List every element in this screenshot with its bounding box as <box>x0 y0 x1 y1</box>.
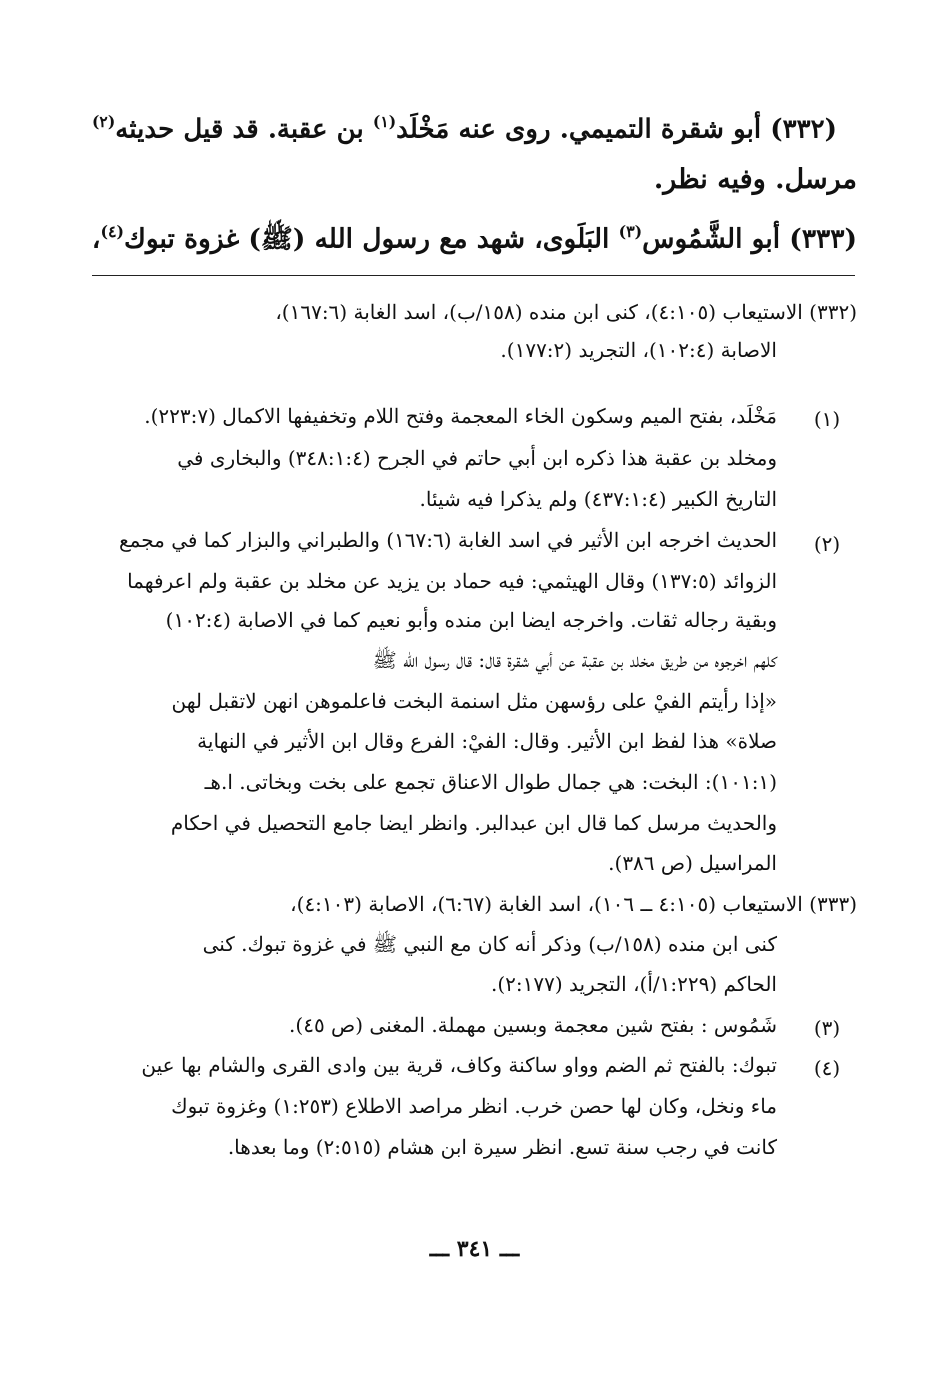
footnote-2-line-2: الزوائد (١٣٧:٥) وقال الهيثمي: فيه حماد بن يزيد عن مخلد بن عقبة ولم اعرفهما <box>127 569 777 593</box>
footnote-ref-4: (٤) <box>100 222 125 241</box>
footnote-2-line-3: وبقية رجاله ثقات. واخرجه ايضا ابن منده وأبو نعيم كما في الاصابة (١٠٢:٤) <box>165 608 777 632</box>
page-number: ـــ ٣٤١ ـــ <box>429 1236 520 1262</box>
footnote-2-line-8: والحديث مرسل كما قال ابن عبدالبر. وانظر ايضا جامع التحصيل في احكام <box>170 811 777 835</box>
entry-333-line-1: (٣٣٣) أبو الشَّمُوس$^{(٣)}$ البَلَوى، شهد مع رسول الله (ﷺ) غزوة تبوك$^{(٤)}$، <box>91 222 857 255</box>
footnote-2-line-9: المراسيل (ص ٣٨٦). <box>608 851 777 875</box>
footnote-2-line-6: صلاة» هذا لفظ ابن الأثير. وقال: الفيْ: الفرع وقال ابن الأثير في النهاية <box>197 729 777 753</box>
entry-332-line-1: (٣٣٢) أبو شقرة التميمي. روى عنه مَخْلَد$^{(١)}$ بن عقبة. قد قيل حديثه$^{(٢)}$ <box>91 112 837 145</box>
footnote-1-line-1: مَخْلَد، بفتح الميم وسكون الخاء المعجمة وفتح اللام وتخفيفها الاكمال (٢٢٣:٧). <box>144 404 777 428</box>
footnote-3-line-1: شَمُوس : بفتح شين معجمة وبسين مهملة. المغنى (ص ٤٥). <box>289 1013 777 1037</box>
footnote-1-line-2: ومخلد بن عقبة هذا ذكره ابن أبي حاتم في الجرح (٣٤٨:١:٤) والبخارى في <box>177 446 777 470</box>
footnote-number-4: (٤) <box>813 1056 841 1080</box>
footnote-number-3: (٣) <box>813 1016 841 1040</box>
footnote-number-2: (٢) <box>813 532 841 556</box>
footnote-divider <box>92 275 855 276</box>
ref-332-line-1: (٣٣٢) الاستيعاب (٤:١٠٥)، كنى ابن منده (١٥٨/ب)، اسد الغابة (١٦٧:٦)، <box>275 300 857 324</box>
footnote-number-1: (١) <box>813 407 841 431</box>
footnote-2-line-5: «إذا رأيتم الفيْ على رؤسهن مثل اسنمة البخت فاعلموهن انهن لاتقبل لهن <box>171 689 777 713</box>
ref-333-line-1: (٣٣٣) الاستيعاب (٤:١٠٥ ــ ١٠٦)، اسد الغابة (٦:٦٧)، الاصابة (٤:١٠٣)، <box>290 892 857 916</box>
footnote-4-line-2: ماء ونخل، وكان لها حصن خرب. انظر مراصد الاطلاع (١:٢٥٣) وغزوة تبوك <box>171 1094 777 1118</box>
ref-332-line-2: الاصابة (١٠٢:٤)، التجريد (١٧٧:٢). <box>500 338 777 362</box>
footnote-4-line-1: تبوك: بالفتح ثم الضم وواو ساكنة وكاف، قرية بين وادى القرى والشام بها عين <box>141 1053 777 1077</box>
entry-332-line-2: مرسل. وفيه نظر. <box>653 164 857 195</box>
footnote-2-line-1: الحديث اخرجه ابن الأثير في اسد الغابة (١٦٧:٦) والطبراني والبزار كما في مجمع <box>119 528 777 552</box>
footnote-ref-3: (٣) <box>618 222 643 241</box>
footnote-ref-1: (١) <box>372 112 397 131</box>
footnote-1-line-3: التاريخ الكبير (٤٣٧:١:٤) ولم يذكرا فيه شيئا. <box>419 487 777 511</box>
footnote-ref-2: (٢) <box>91 112 116 131</box>
footnote-2-line-4: كلهم اخرجوه من طريق مخلد بن عقبة عن أبي شقرة قال: قال رسول الله ﷺ <box>372 648 777 672</box>
ref-333-line-2: كنى ابن منده (١٥٨/ب) وذكر أنه كان مع النبي ﷺ في غزوة تبوك. كنى <box>202 932 777 956</box>
ref-333-line-3: الحاكم (١:٢٢٩/أ)، التجريد (٢:١٧٧). <box>490 972 777 996</box>
footnote-2-line-7: (١٠١:١): البخت: هي جمال طوال الاعناق تجمع على بخت وبخاتى. ا.هـ <box>204 770 777 794</box>
footnote-4-line-3: كانت في رجب سنة تسع. انظر سيرة ابن هشام (٢:٥١٥) وما بعدها. <box>227 1135 777 1159</box>
